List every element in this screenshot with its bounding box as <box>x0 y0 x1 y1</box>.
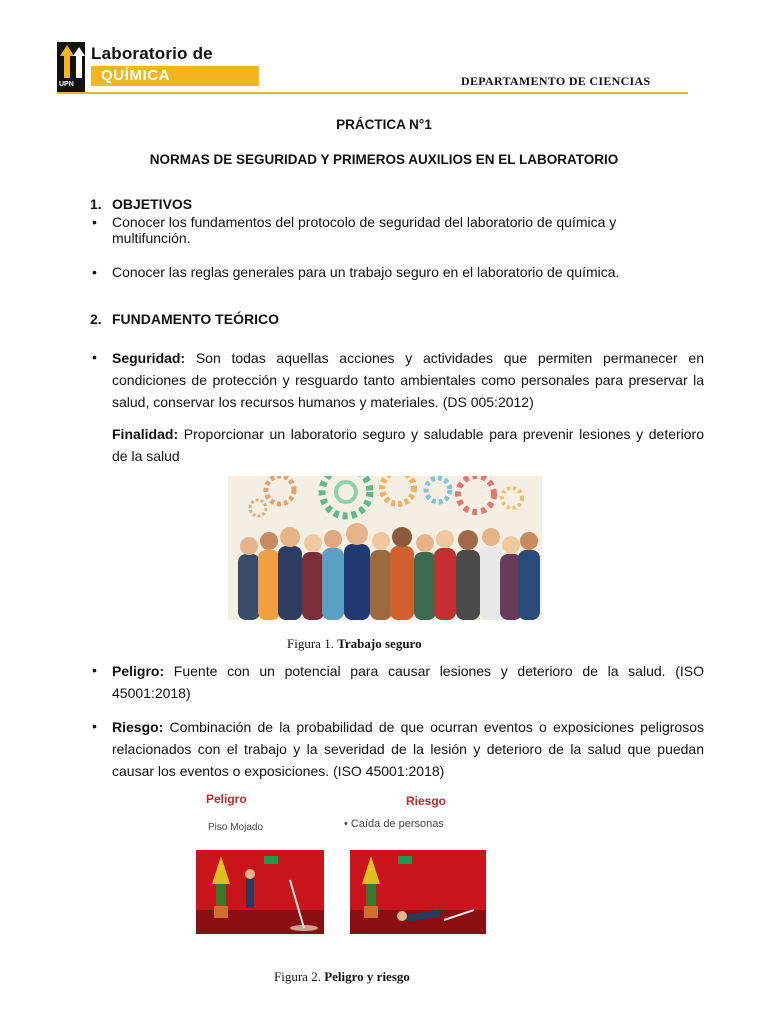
bullet-icon: • <box>92 349 97 365</box>
department-label: DEPARTAMENTO DE CIENCIAS <box>461 74 651 88</box>
safe-work-illustration <box>228 476 542 620</box>
section1-heading: OBJETIVOS <box>112 196 193 212</box>
document-subtitle: NORMAS DE SEGURIDAD Y PRIMEROS AUXILIOS EN EL LABORATORIO <box>149 152 619 167</box>
panel-left-title: Peligro <box>206 792 247 806</box>
section2-number: 2. <box>90 311 102 327</box>
figure1-title: Trabajo seguro <box>337 636 422 651</box>
panel-left-item: Piso Mojado <box>208 822 264 833</box>
riesgo-paragraph <box>112 716 704 782</box>
finalidad-text: Proporcionar un laboratorio seguro y saludable para prevenir lesiones y deterioro de la salud <box>112 426 704 464</box>
bullet-icon: • <box>92 264 97 280</box>
peligro-term: Peligro: <box>112 663 165 679</box>
bullet-icon: • <box>92 214 97 230</box>
hazard-risk-illustration <box>194 850 488 934</box>
seguridad-term: Seguridad: <box>112 350 186 366</box>
logo-upn-text: UPN <box>59 81 74 88</box>
peligro-paragraph <box>112 660 704 704</box>
lab-logo <box>57 42 213 92</box>
riesgo-term: Riesgo: <box>112 719 164 735</box>
upn-logo-mark <box>57 42 85 92</box>
figure1-image <box>228 476 542 620</box>
panel-right-title: Riesgo <box>406 794 447 808</box>
riesgo-text: Combinación de la probabilidad de que ocurran eventos o exposiciones peligrosos relacionados con el trabajo y la severidad de la lesión y deterioro de la salud que puedan causar los eventos o exposiciones. (ISO 45001:2018) <box>112 719 704 779</box>
figure2-caption <box>274 969 410 985</box>
exit-sign-icon <box>264 856 278 864</box>
practice-title: PRÁCTICA N°1 <box>336 117 432 132</box>
figure1-caption <box>287 636 422 652</box>
panel-right-item: • Caída de personas <box>344 818 444 830</box>
peligro-text: Fuente con un potencial para causar lesiones y deterioro de la salud. (ISO 45001:2018) <box>112 663 704 701</box>
logo-line2: QUÍMICA <box>101 67 171 84</box>
section2-heading: FUNDAMENTO TEÓRICO <box>112 311 279 327</box>
seguridad-text: Son todas aquellas acciones y actividades que permiten permanecer en condiciones de protección y resguardo tanto ambientales como personales para preservar la salud, conservar los recursos humanos y materiales. (DS 005:2012) <box>112 350 704 410</box>
figure2-label: Figura 2. <box>274 969 325 984</box>
finalidad-paragraph <box>112 423 704 467</box>
exit-sign-icon <box>398 856 412 864</box>
people-group <box>238 523 540 620</box>
figure2-image <box>194 788 488 934</box>
figure2-title: Peligro y riesgo <box>324 969 410 984</box>
logo-line1: Laboratorio de <box>91 44 213 63</box>
arrow-icon <box>57 42 85 80</box>
section1-number: 1. <box>90 196 102 212</box>
figure1-label: Figura 1. <box>287 636 338 651</box>
bullet-icon: • <box>92 662 97 678</box>
objective-item: Conocer los fundamentos del protocolo de seguridad del laboratorio de química y multifunción. <box>112 214 617 246</box>
logo-line2-band <box>91 66 259 86</box>
header-rule <box>57 92 688 94</box>
finalidad-term: Finalidad: <box>112 426 179 442</box>
bullet-icon: • <box>92 718 97 734</box>
seguridad-paragraph <box>112 347 704 413</box>
objective-item: Conocer las reglas generales para un trabajo seguro en el laboratorio de química. <box>112 264 620 280</box>
